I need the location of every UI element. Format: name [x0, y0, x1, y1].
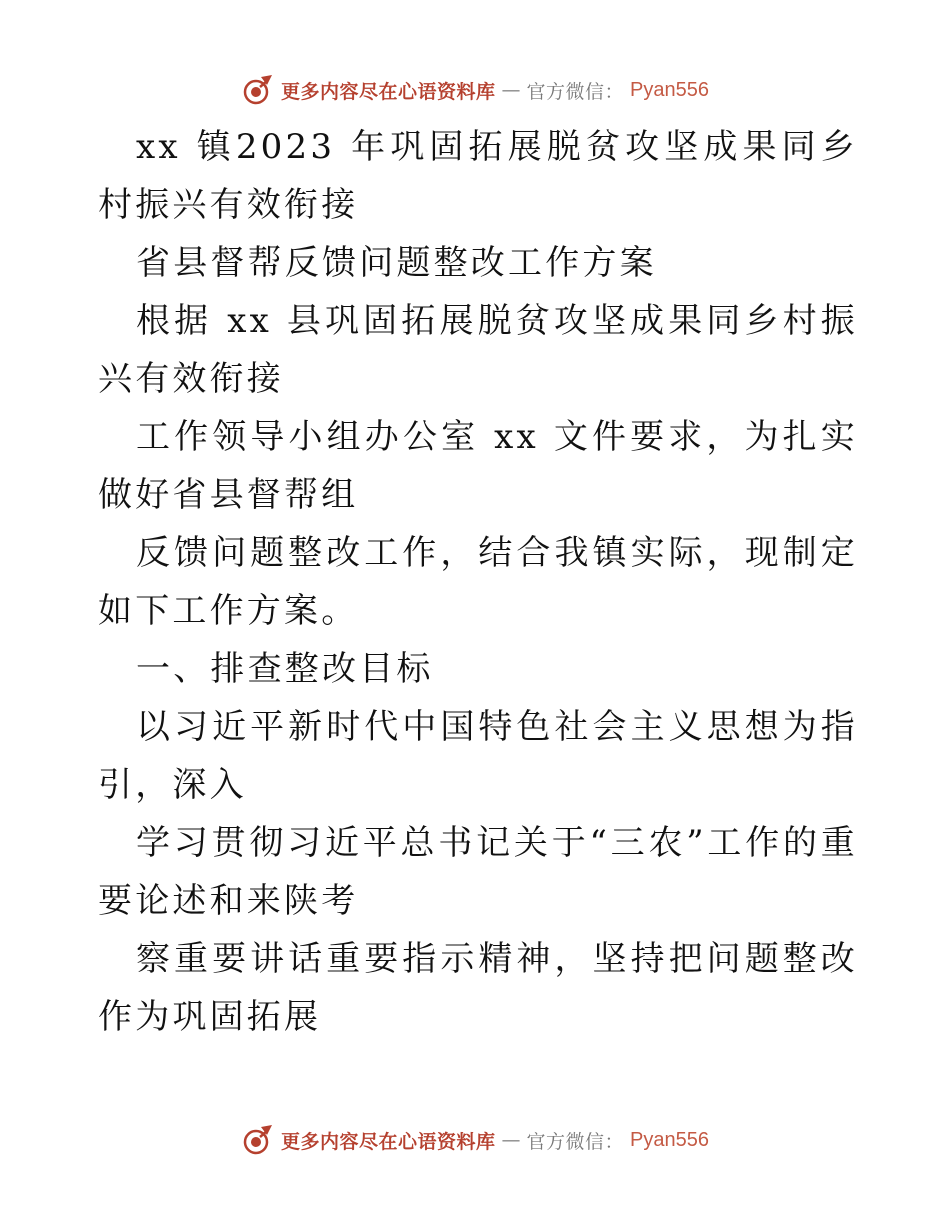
watermark-main-text: 更多内容尽在心语资料库	[281, 1130, 496, 1153]
paragraph: 以习近平新时代中国特色社会主义思想为指引，深入	[98, 707, 858, 805]
watermark-contact-id: Pyan556	[630, 1128, 709, 1151]
paragraph: 反馈问题整改工作，结合我镇实际，现制定如下工作方案。	[98, 533, 858, 631]
paragraph-subtitle: 省县督帮反馈问题整改工作方案	[136, 243, 657, 283]
footer-watermark	[0, 1120, 950, 1160]
watermark-dash: —	[501, 79, 521, 101]
paragraph: 工作领导小组办公室 xx 文件要求，为扎实做好省县督帮组	[98, 417, 858, 515]
watermark-dash: —	[501, 1129, 521, 1151]
header-watermark	[0, 70, 950, 110]
paragraph: 根据 xx 县巩固拓展脱贫攻坚成果同乡村振兴有效衔接	[98, 301, 858, 399]
watermark-contact-label: 官方微信：	[526, 80, 625, 103]
document-body	[98, 118, 858, 1046]
library-logo-icon	[241, 73, 275, 107]
paragraph: 察重要讲话重要指示精神，坚持把问题整改作为巩固拓展	[98, 939, 858, 1037]
paragraph: 学习贯彻习近平总书记关于“三农”工作的重要论述和来陕考	[98, 823, 858, 921]
watermark-main-text: 更多内容尽在心语资料库	[281, 80, 496, 103]
watermark-contact-id: Pyan556	[630, 78, 709, 101]
library-logo-icon	[241, 1123, 275, 1157]
watermark-contact-label: 官方微信：	[526, 1130, 625, 1153]
paragraph-title: xx 镇2023 年巩固拓展脱贫攻坚成果同乡村振兴有效衔接	[98, 127, 858, 225]
section-heading: 一、排查整改目标	[136, 649, 434, 689]
